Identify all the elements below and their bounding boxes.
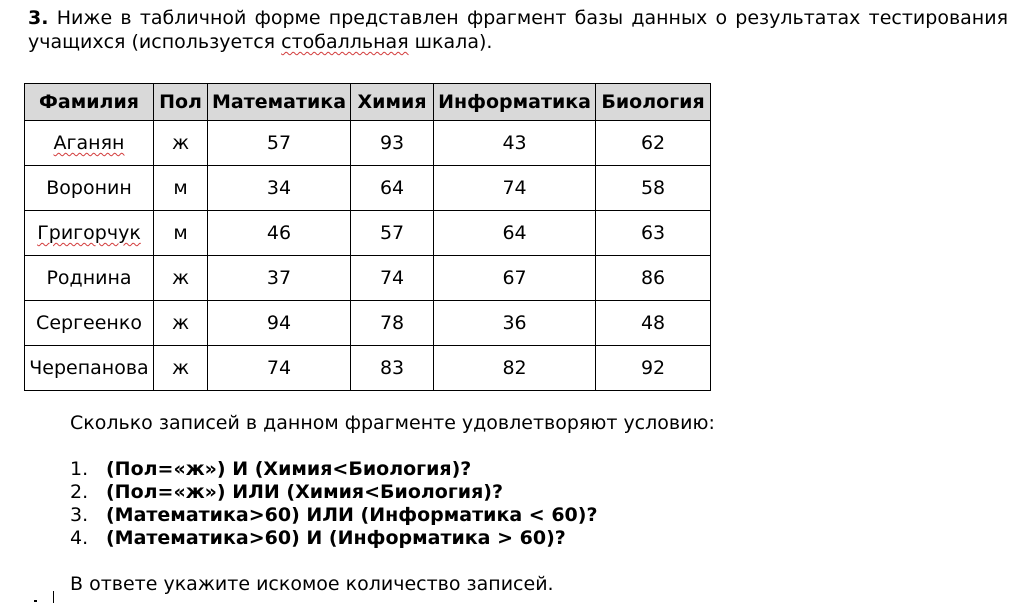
cell-sex: ж (154, 121, 208, 166)
cell-chemistry: 74 (351, 256, 434, 301)
cell-math: 57 (208, 121, 351, 166)
cell-surname: Григорчук (37, 222, 141, 244)
table-row (25, 211, 711, 256)
condition-text: (Математика>60) ИЛИ (Информатика < 60)? (106, 504, 598, 526)
cell-chemistry: 93 (351, 121, 434, 166)
cell-biology: 48 (596, 301, 711, 346)
condition-number: 4. (70, 527, 89, 549)
cell-informatics: 43 (434, 121, 596, 166)
cell-informatics: 67 (434, 256, 596, 301)
condition-item (70, 458, 597, 481)
cell-informatics: 74 (434, 166, 596, 211)
question-text: Сколько записей в данном фрагменте удовлетворяют условию: (70, 412, 715, 434)
cell-math: 94 (208, 301, 351, 346)
cell-sex: ж (154, 346, 208, 391)
task-text-before: Ниже в табличной форме представлен фрагмент базы данных о результатах тестирования учащихся (используется (28, 7, 1008, 53)
cell-surname: Роднина (25, 256, 154, 301)
condition-item (70, 504, 597, 527)
header-chemistry: Химия (351, 84, 434, 121)
cell-math: 74 (208, 346, 351, 391)
table-header-row (25, 84, 711, 121)
condition-number: 3. (70, 504, 89, 526)
cell-chemistry: 83 (351, 346, 434, 391)
cell-surname: Сергеенко (25, 301, 154, 346)
condition-number: 2. (70, 481, 89, 503)
cell-chemistry: 78 (351, 301, 434, 346)
condition-text: (Пол=«ж») И (Химия<Биология)? (106, 458, 472, 480)
header-math: Математика (208, 84, 351, 121)
cell-sex: ж (154, 256, 208, 301)
table-row (25, 166, 711, 211)
cell-informatics: 64 (434, 211, 596, 256)
header-informatics: Информатика (434, 84, 596, 121)
cell-biology: 62 (596, 121, 711, 166)
conditions-list (70, 458, 597, 550)
header-sex: Пол (154, 84, 208, 121)
cell-math: 34 (208, 166, 351, 211)
text-cursor-mark (53, 591, 54, 603)
condition-item (70, 481, 597, 504)
condition-text: (Пол=«ж») ИЛИ (Химия<Биология)? (106, 481, 503, 503)
cell-informatics: 82 (434, 346, 596, 391)
cell-surname: Аганян (53, 132, 125, 154)
cell-chemistry: 64 (351, 166, 434, 211)
table-row (25, 121, 711, 166)
cell-surname: Воронин (25, 166, 154, 211)
condition-item (70, 527, 597, 550)
condition-text: (Математика>60) И (Информатика > 60)? (106, 527, 566, 549)
condition-number: 1. (70, 458, 89, 480)
cell-sex: ж (154, 301, 208, 346)
header-biology: Биология (596, 84, 711, 121)
table-row (25, 346, 711, 391)
header-surname: Фамилия (25, 84, 154, 121)
task-statement (28, 6, 1008, 54)
cell-sex: м (154, 166, 208, 211)
table-row (25, 301, 711, 346)
cell-math: 46 (208, 211, 351, 256)
task-number: 3. (28, 7, 49, 29)
cell-chemistry: 57 (351, 211, 434, 256)
cell-biology: 58 (596, 166, 711, 211)
cursor-dot-mark (34, 600, 37, 602)
cell-math: 37 (208, 256, 351, 301)
cell-biology: 86 (596, 256, 711, 301)
table-row (25, 256, 711, 301)
task-text-after: шкала). (408, 31, 493, 53)
results-table (24, 83, 711, 391)
cell-informatics: 36 (434, 301, 596, 346)
task-underlined-word: стобалльная (281, 31, 409, 53)
cell-biology: 92 (596, 346, 711, 391)
cell-surname: Черепанова (25, 346, 154, 391)
cell-sex: м (154, 211, 208, 256)
answer-instruction: В ответе укажите искомое количество записей. (70, 573, 554, 595)
cell-biology: 63 (596, 211, 711, 256)
